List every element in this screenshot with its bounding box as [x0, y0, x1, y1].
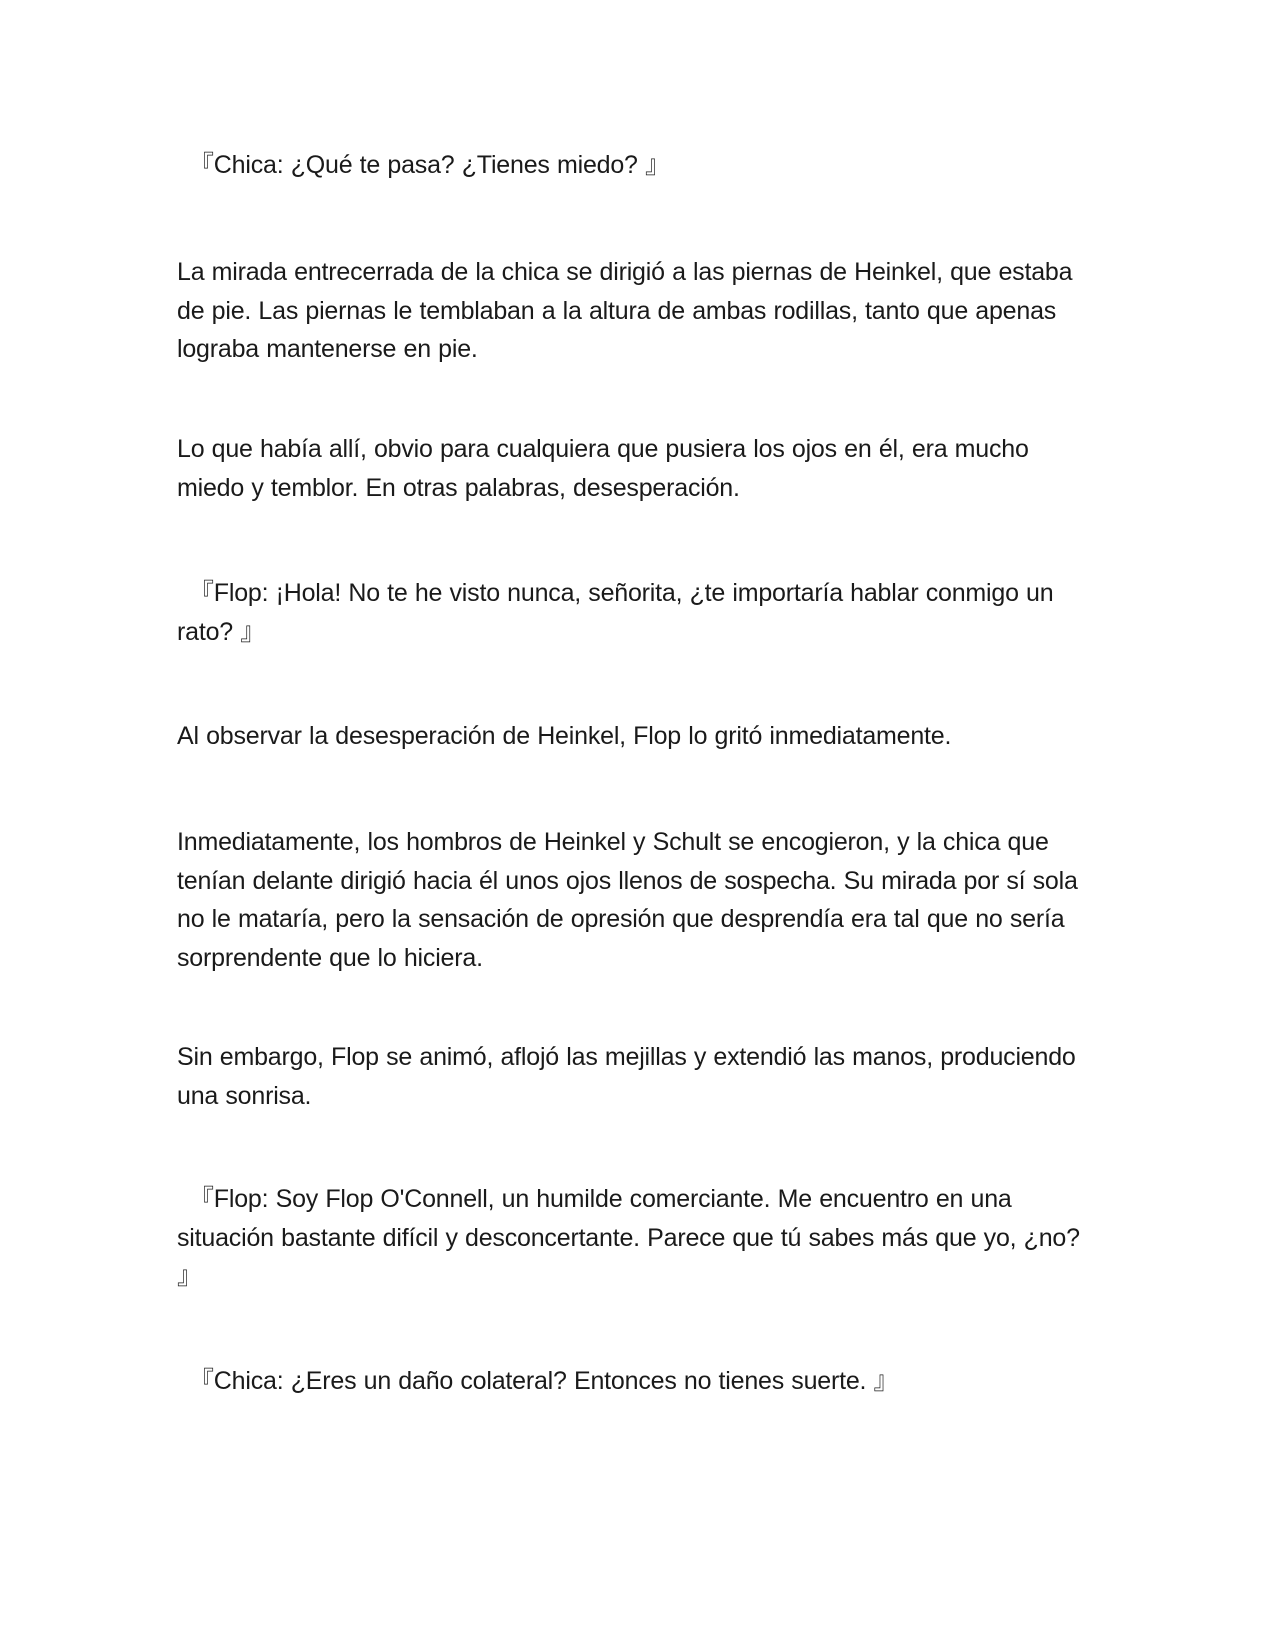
narration-paragraph: Lo que había allí, obvio para cualquiera que pusiera los ojos en él, era mucho miedo y temblor. En otras palabras, desesperación.	[177, 435, 1029, 502]
dialogue-paragraph: 『Chica: ¿Qué te pasa? ¿Tienes miedo? 』	[189, 151, 670, 179]
dialogue-paragraph: 『Flop: ¡Hola! No te he visto nunca, señorita, ¿te importaría hablar conmigo un rato? 』	[177, 579, 1054, 646]
narration-paragraph: La mirada entrecerrada de la chica se dirigió a las piernas de Heinkel, que estaba de pie. Las piernas le temblaban a la altura de ambas rodillas, tanto que apenas lograba mantenerse en pie.	[177, 258, 1073, 363]
narration-paragraph: Inmediatamente, los hombros de Heinkel y Schult se encogieron, y la chica que tenían delante dirigió hacia él unos ojos llenos de sospecha. Su mirada por sí sola no le mataría, pero la sensación de opresión que desprendía era tal que no sería sorprendente que lo hiciera.	[177, 828, 1078, 972]
narration-paragraph: Al observar la desesperación de Heinkel, Flop lo gritó inmediatamente.	[177, 722, 952, 750]
narration-paragraph: Sin embargo, Flop se animó, aflojó las mejillas y extendió las manos, produciendo una sonrisa.	[177, 1043, 1076, 1110]
dialogue-paragraph: 『Chica: ¿Eres un daño colateral? Entonces no tienes suerte. 』	[189, 1367, 899, 1395]
dialogue-paragraph: 『Flop: Soy Flop O'Connell, un humilde comerciante. Me encuentro en una situación bastante difícil y desconcertante. Parece que tú sabes más que yo, ¿no? 』	[177, 1185, 1080, 1290]
